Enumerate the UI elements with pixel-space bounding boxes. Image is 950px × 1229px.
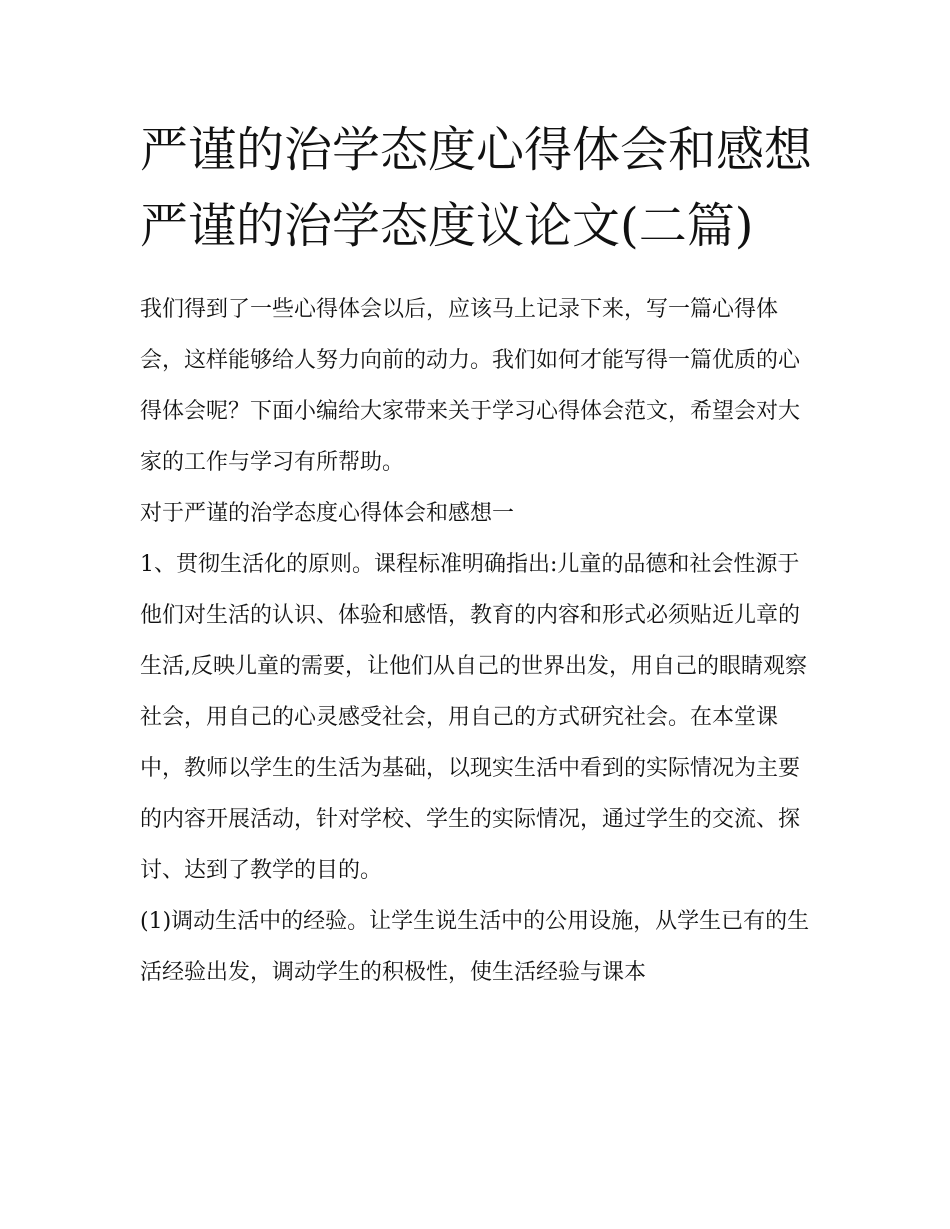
document-content (140, 112, 816, 998)
document-body (140, 284, 816, 998)
body-paragraph: 1、贯彻生活化的原则。课程标准明确指出:儿童的品德和社会性源于他们对生活的认识、体验和感悟，教育的内容和形式必须贴近儿章的生活,反映儿童的需要，让他们从自己的世界出发，用自己的眼睛观察社会，用自己的心灵感受社会，用自己的方式研究社会。在本堂课中，教师以学生的生活为基础，以现实生活中看到的实际情况为主要的内容开展活动，针对学校、学生的实际情况，通过学生的交流、探讨、达到了教学的目的。 (140, 552, 807, 883)
body-paragraph: (1)调动生活中的经验。让学生说生活中的公用设施，从学生已有的生活经验出发，调动学生的积极性，使生活经验与课本 (140, 909, 810, 985)
section-heading: 对于严谨的治学态度心得体会和感想一 (140, 501, 515, 526)
document-title: 严谨的治学态度心得体会和感想 严谨的治学态度议论文(二篇) (140, 122, 813, 254)
intro-paragraph: 我们得到了一些心得体会以后，应该马上记录下来，写一篇心得体会，这样能够给人努力向前的动力。我们如何才能写得一篇优质的心得体会呢？下面小编给大家带来关于学习心得体会范文，希望会对大家的工作与学习有所帮助。 (140, 297, 801, 475)
